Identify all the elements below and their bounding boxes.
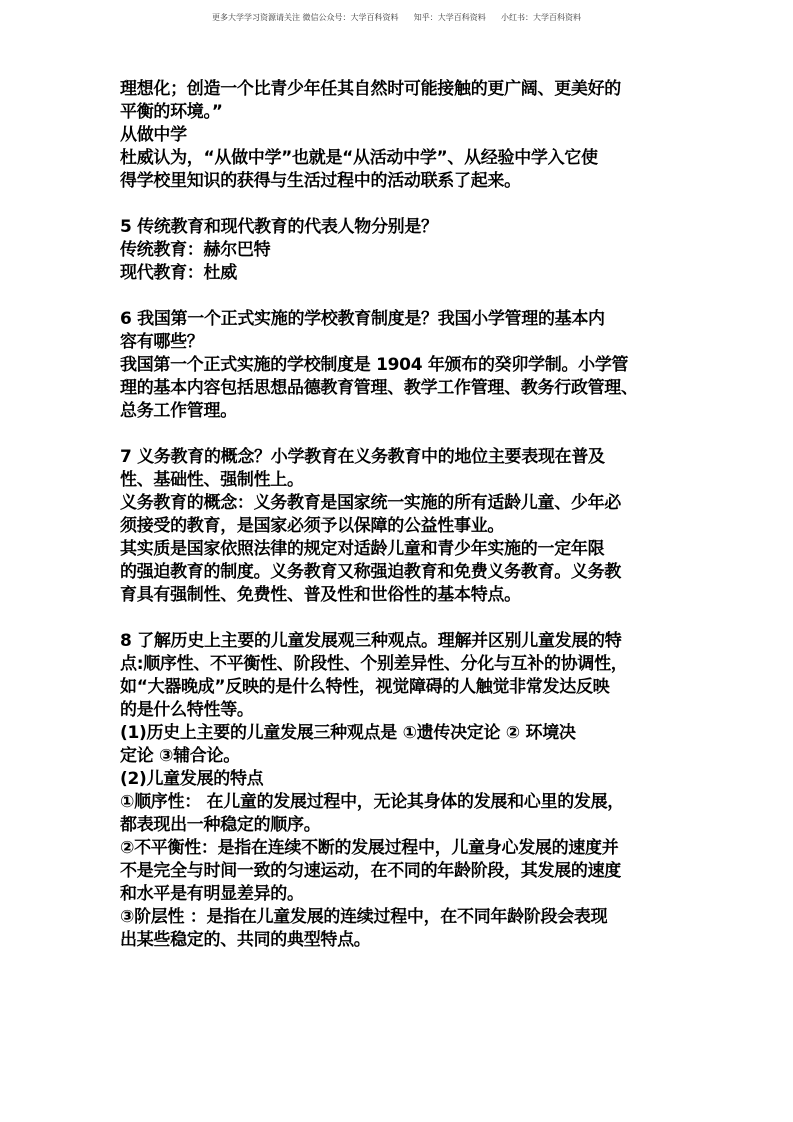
text-line: (2)儿童发展的特点 xyxy=(120,769,264,789)
text-line: (1)历史上主要的儿童发展三种观点是 ①遗传决定论 ② 环境决 xyxy=(120,723,576,743)
document-body xyxy=(120,78,685,952)
text-line: 性、基础性、强制性上。 xyxy=(120,470,304,490)
text-line: ③阶层性 ：是指在儿童发展的连续过程中，在不同年龄阶段会表现 xyxy=(120,907,608,927)
text-line: 如“大器晚成”反映的是什么特性，视觉障碍的人触觉非常发达反映 xyxy=(120,677,610,697)
text-line: 8 了解历史上主要的儿童发展观三种观点。理解并区别儿童发展的特 xyxy=(120,631,622,651)
text-line: 不是完全与时间一致的匀速运动，在不同的年龄阶段，其发展的速度 xyxy=(120,861,621,881)
text-line: 和水平是有明显差异的。 xyxy=(120,884,304,904)
text-line: ②不平衡性：是指在连续不断的发展过程中，儿童身心发展的速度并 xyxy=(120,838,619,858)
text-line: 的是什么特性等。 xyxy=(120,700,254,720)
text-line: 5 传统教育和现代教育的代表人物分别是？ xyxy=(120,217,438,237)
blank-line xyxy=(120,285,685,308)
text-line: 的强迫教育的制度。义务教育又称强迫教育和免费义务教育。义务教 xyxy=(120,562,621,582)
text-line: 得学校里知识的获得与生活过程中的活动联系了起来。 xyxy=(120,171,521,191)
text-line: 育具有强制性、免费性、普及性和世俗性的基本特点。 xyxy=(120,585,521,605)
text-line: 现代教育：杜威 xyxy=(120,263,237,283)
text-line: 杜威认为，“从做中学”也就是“从活动中学”、从经验中学入它使 xyxy=(120,148,598,168)
text-line: 须接受的教育，是国家必须予以保障的公益性事业。 xyxy=(120,516,505,536)
blank-line xyxy=(120,193,685,216)
text-line: 理的基本内容包括思想品德教育管理、教学工作管理、教务行政管理、 xyxy=(120,378,638,398)
text-line: 义务教育的概念：义务教育是国家统一实施的所有适龄儿童、少年必 xyxy=(120,493,621,513)
blank-line xyxy=(120,607,685,630)
text-line: 总务工作管理。 xyxy=(120,401,237,421)
text-line: ①顺序性： 在儿童的发展过程中，无论其身体的发展和心里的发展， xyxy=(120,792,625,812)
text-line: 平衡的环境。” xyxy=(120,102,223,122)
text-line: 容有哪些？ xyxy=(120,332,204,352)
blank-line xyxy=(120,423,685,446)
page-header: 更多大学学习资源请关注 微信公众号：大学百科资料 知乎：大学百科资料 小红书：大学百科资料 xyxy=(211,13,582,22)
text-line: 都表现出一种稳定的顺序。 xyxy=(120,815,321,835)
text-line: 6 我国第一个正式实施的学校教育制度是？我国小学管理的基本内 xyxy=(120,309,605,329)
text-line: 点:顺序性、不平衡性、阶段性、个别差异性、分化与互补的协调性， xyxy=(120,654,628,674)
text-line: 从做中学 xyxy=(120,125,187,145)
text-line: 传统教育：赫尔巴特 xyxy=(120,240,271,260)
text-line: 7 义务教育的概念？小学教育在义务教育中的地位主要表现在普及 xyxy=(120,447,605,467)
text-line: 其实质是国家依照法律的规定对适龄儿童和青少年实施的一定年限 xyxy=(120,539,605,559)
text-line: 定论 ③辅合论。 xyxy=(120,746,240,766)
text-line: 出某些稳定的、共同的典型特点。 xyxy=(120,930,371,950)
text-line: 理想化；创造一个比青少年任其自然时可能接触的更广阔、更美好的 xyxy=(120,79,621,99)
text-line: 我国第一个正式实施的学校制度是 1904 年颁布的癸卯学制。小学管 xyxy=(120,355,629,375)
